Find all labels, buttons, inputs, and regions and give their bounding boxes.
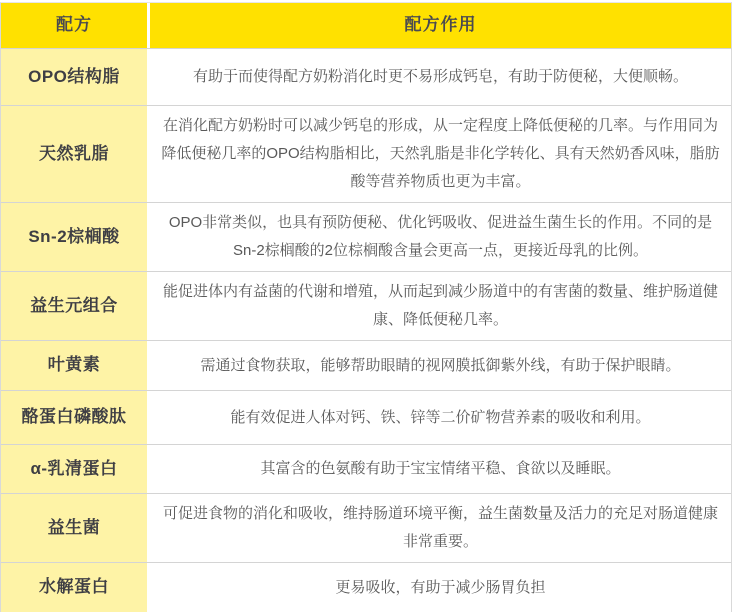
- ingredient-effect: 能促进体内有益菌的代谢和增殖，从而起到减少肠道中的有害菌的数量、维护肠道健康、降低便秘几率。: [150, 272, 731, 340]
- table-row: [1, 105, 731, 202]
- column-header-effect: 配方作用: [150, 3, 731, 48]
- table-row: [1, 48, 731, 105]
- formula-table: [0, 2, 732, 612]
- ingredient-name: 益生菌: [1, 494, 150, 562]
- table-body: [1, 48, 731, 612]
- ingredient-name: 酪蛋白磷酸肽: [1, 391, 150, 444]
- ingredient-effect: 其富含的色氨酸有助于宝宝情绪平稳、食欲以及睡眠。: [150, 445, 731, 493]
- table-row: [1, 271, 731, 340]
- ingredient-name: α-乳清蛋白: [1, 445, 150, 493]
- table-header-row: [1, 3, 731, 48]
- ingredient-effect: OPO非常类似，也具有预防便秘、优化钙吸收、促进益生菌生长的作用。不同的是Sn-2棕榈酸的2位棕榈酸含量会更高一点，更接近母乳的比例。: [150, 203, 731, 271]
- table-row: [1, 202, 731, 271]
- ingredient-name: OPO结构脂: [1, 49, 150, 105]
- ingredient-name: 天然乳脂: [1, 106, 150, 202]
- ingredient-effect: 能有效促进人体对钙、铁、锌等二价矿物营养素的吸收和利用。: [150, 391, 731, 444]
- ingredient-name: 水解蛋白: [1, 563, 150, 612]
- ingredient-effect: 可促进食物的消化和吸收，维持肠道环境平衡，益生菌数量及活力的充足对肠道健康非常重要。: [150, 494, 731, 562]
- table-row: [1, 390, 731, 444]
- ingredient-name: 叶黄素: [1, 341, 150, 390]
- table-row: [1, 493, 731, 562]
- ingredient-name: 益生元组合: [1, 272, 150, 340]
- ingredient-effect: 有助于而使得配方奶粉消化时更不易形成钙皂，有助于防便秘，大便顺畅。: [150, 49, 731, 105]
- ingredient-effect: 需通过食物获取，能够帮助眼睛的视网膜抵御紫外线，有助于保护眼睛。: [150, 341, 731, 390]
- table-row: [1, 340, 731, 390]
- table-row: [1, 444, 731, 493]
- ingredient-effect: 更易吸收，有助于减少肠胃负担: [150, 563, 731, 612]
- column-header-formula: 配方: [1, 3, 150, 48]
- ingredient-effect: 在消化配方奶粉时可以减少钙皂的形成，从一定程度上降低便秘的几率。与作用同为降低便秘几率的OPO结构脂相比，天然乳脂是非化学转化、具有天然奶香风味，脂肪酸等营养物质也更为丰富。: [150, 106, 731, 202]
- ingredient-name: Sn-2棕榈酸: [1, 203, 150, 271]
- table-row: [1, 562, 731, 612]
